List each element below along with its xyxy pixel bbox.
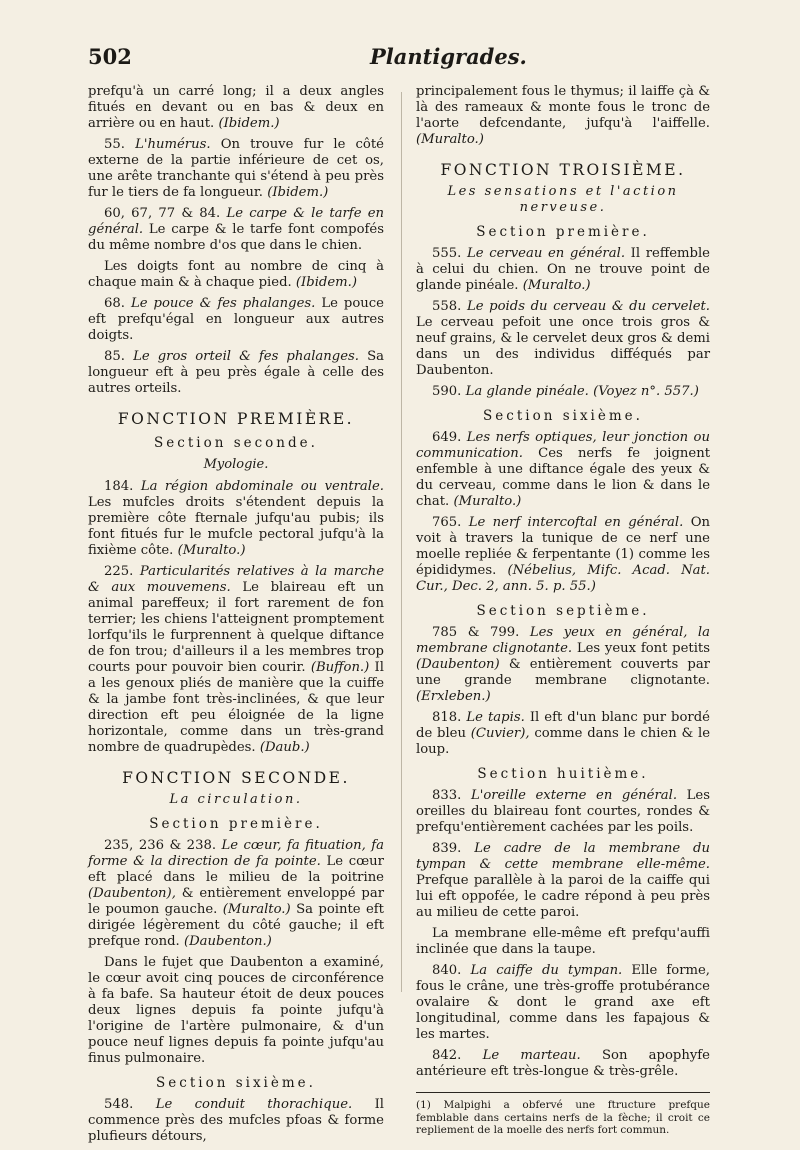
page-number: 502 <box>88 44 132 69</box>
paragraph: 833. L'oreille externe en général. Les oreilles du blaireau font courtes, rondes & prefqu'entièrement cachées par les poils. <box>416 788 710 835</box>
paragraph: 184. La région abdominale ou ventrale. Les mufcles droits s'étendent depuis la première côte fternale jufqu'au pubis; ils font fitués fur le mufcle pectoral jufqu'à la fixième côte. (Muralto.) <box>88 479 384 558</box>
paragraph: 842. Le marteau. Son apophyfe antérieure eft très-longue & très-grêle. <box>416 1048 710 1079</box>
paragraph: 649. Les nerfs optiques, leur jonction ou communication. Ces nerfs fe joignent enfemble à une diftance égale des yeux & du cerveau, comme dans le lion & dans le chat. (Muralto.) <box>416 430 710 509</box>
running-title: Plantigrades. <box>370 44 527 69</box>
paragraph: 548. Le conduit thorachique. Il commence près des mufcles pfoas & forme plufieurs détours, <box>88 1097 384 1144</box>
paragraph: prefqu'à un carré long; il a deux angles fitués en devant ou en bas & deux en arrière ou en haut. (Ibidem.) <box>88 84 384 131</box>
fonction-heading: FONCTION SECONDE. <box>122 769 350 787</box>
paragraph: 818. Le tapis. Il eft d'un blanc pur bordé de bleu (Cuvier), comme dans le chien & le loup. <box>416 710 710 757</box>
section-heading: Section huitième. <box>477 766 649 782</box>
fonction-heading: FONCTION PREMIÈRE. <box>117 410 355 428</box>
paragraph: 235, 236 & 238. Le cœur, fa fituation, fa forme & la direction de fa pointe. Le cœur eft placé dans le milieu de la poitrine (Daubenton), & entièrement enveloppé par le poumon gauche. (Muralto.) Sa pointe eft dirigée légèrement du côté gauche; il eft prefque rond. (Daubenton.) <box>88 838 384 949</box>
paragraph: 558. Le poids du cerveau & du cervelet. Le cerveau pefoit une once trois gros & neuf grains, & le cervelet deux gros & demi dans un des individus difféqués par Daubenton. <box>416 299 710 378</box>
paragraph: 555. Le cerveau en général. Il reffemble à celui du chien. On ne trouve point de glande pinéale. (Muralto.) <box>416 246 710 293</box>
page-header <box>88 44 738 78</box>
paragraph: 60, 67, 77 & 84. Le carpe & le tarfe en général. Le carpe & le tarfe font compofés du même nombre d'os que dans le chien. <box>88 206 384 253</box>
paragraph: principalement fous le thymus; il laiffe çà & là des rameaux & monte fous le tronc de l'aorte defcendante, jufqu'à l'aiffelle. (Muralto.) <box>416 84 710 147</box>
paragraph: 590. La glande pinéale. (Voyez n°. 557.) <box>432 384 699 399</box>
fonction-heading: FONCTION TROISIÈME. <box>440 161 686 179</box>
footnote: (1) Malpighi a obfervé une ftructure prefque femblable dans certains nerfs de la fèche; il croit ce repliement de la moelle des nerfs fort commun. <box>416 1099 710 1136</box>
paragraph: 785 & 799. Les yeux en général, la membrane clignotante. Les yeux font petits (Daubenton) & entièrement couverts par une grande membrane clignotante. (Erxleben.) <box>416 625 711 704</box>
section-heading: Section sixième. <box>483 408 643 424</box>
section-heading: Section première. <box>476 224 650 240</box>
section-heading: Section sixième. <box>156 1075 316 1091</box>
paragraph: 68. Le pouce & fes phalanges. Le pouce eft prefqu'égal en longueur aux autres doigts. <box>88 296 384 343</box>
footnote-divider <box>416 1092 710 1093</box>
paragraph: 840. La caiffe du tympan. Elle forme, fous le crâne, une très-groffe protubérance ovalaire & dont le grand axe eft longitudinal, comme dans les fapajous & les martes. <box>416 963 710 1042</box>
section-heading: Section seconde. <box>154 435 318 451</box>
paragraph: 225. Particularités relatives à la marche & aux mouvemens. Le blaireau eft un animal pareffeux; il fort rarement de fon terrier; les chiens l'atteignent promptement lorfqu'ils le furprennent à quelque diftance de fon trou; d'ailleurs il a les membres trop courts pour pouvoir bien courir. (Buffon.) Il a les genoux pliés de manière que la cuiffe & la jambe font très-inclinées, & que leur direction eft peu éloignée de la ligne horizontale, comme dans un très-grand nombre de quadrupèdes. (Daub.) <box>88 564 385 755</box>
paragraph: La membrane elle-même eft prefqu'auffi inclinée que dans la taupe. <box>416 926 710 957</box>
paragraph: 55. L'humérus. On trouve fur le côté externe de la partie inférieure de cet os, une arête tranchante qui s'étend à peu près fur le tiers de fa longueur. (Ibidem.) <box>88 137 384 200</box>
subsection-heading: Myologie. <box>203 457 269 472</box>
column-divider <box>401 92 402 992</box>
paragraph: 85. Le gros orteil & fes phalanges. Sa longueur eft à peu près égale à celle des autres orteils. <box>88 349 384 396</box>
left-column <box>88 84 384 1150</box>
right-column <box>416 84 710 1142</box>
section-heading: Section septième. <box>476 603 650 619</box>
subsection-heading: Les sensations et l'action nerveuse. <box>447 184 679 215</box>
paragraph: Dans le fujet que Daubenton a examiné, le cœur avoit cinq pouces de circonférence à fa bafe. Sa hauteur étoit de deux pouces deux lignes depuis fa pointe jufqu'à l'origine de l'artère pulmonaire, & d'un pouce neuf lignes depuis fa pointe jufqu'au finus pulmonaire. <box>88 955 384 1066</box>
subsection-heading: La circulation. <box>169 792 303 807</box>
paragraph: 839. Le cadre de la membrane du tympan & cette membrane elle-même. Prefque parallèle à la paroi de la caiffe qui lui eft oppofée, le cadre répond à peu près au milieu de cette paroi. <box>416 841 710 920</box>
paragraph: 765. Le nerf intercoftal en général. On voit à travers la tunique de ce nerf une moelle repliée & ferpentante (1) comme les épididymes. (Nébelius, Mifc. Acad. Nat. Cur., Dec. 2, ann. 5. p. 55.) <box>416 515 710 594</box>
section-heading: Section première. <box>149 816 323 832</box>
paragraph: Les doigts font au nombre de cinq à chaque main & à chaque pied. (Ibidem.) <box>88 259 384 290</box>
